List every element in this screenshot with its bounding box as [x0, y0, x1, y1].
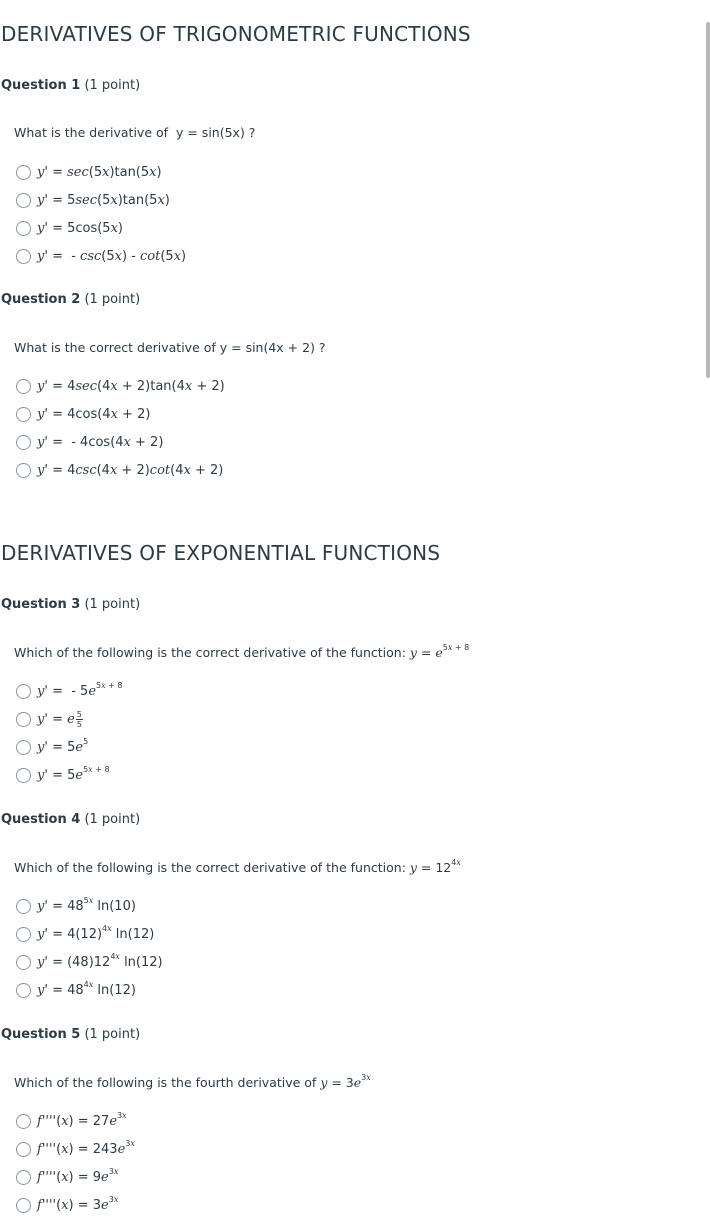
vertical-scrollbar[interactable]	[706, 22, 710, 378]
answer-text: $y' = 48^{4x}$ ln(12)	[37, 979, 136, 998]
answer-text: $y' = (48)12^{4x}$ ln(12)	[37, 951, 163, 970]
radio-button[interactable]	[16, 193, 31, 208]
q1-answer-1[interactable]	[16, 162, 162, 182]
answer-text: y' = 5sec(5x)tan(5x)	[37, 192, 170, 208]
answer-text: y' = 5cos(5x)	[37, 220, 123, 236]
radio-button[interactable]	[16, 1142, 31, 1157]
answer-text: y' = - 4cos(4x + 2)	[37, 434, 164, 450]
answer-text: y' = sec(5x)tan(5x)	[37, 164, 162, 180]
radio-button[interactable]	[16, 165, 31, 180]
q3-answer-1[interactable]	[16, 681, 123, 701]
answer-text: y' = 4cos(4x + 2)	[37, 406, 151, 422]
radio-button[interactable]	[16, 712, 31, 727]
q2-answer-4[interactable]	[16, 460, 223, 480]
answer-text: $f''''(x) = 9e^{3x}$	[37, 1166, 119, 1185]
q5-answer-1[interactable]	[16, 1111, 127, 1131]
question-2-header	[1, 292, 140, 307]
radio-button[interactable]	[16, 740, 31, 755]
section-title-trig: DERIVATIVES OF TRIGONOMETRIC FUNCTIONS	[1, 22, 471, 46]
question-1-prompt: What is the derivative of y = sin(5x) ?	[14, 125, 256, 140]
question-label: Question 4	[1, 812, 81, 827]
answer-text: $y' = 48^{5x}$ ln(10)	[37, 895, 136, 914]
q2-answer-3[interactable]	[16, 432, 163, 452]
q5-answer-3[interactable]	[16, 1167, 118, 1187]
answer-text: $y' = 5e^5$	[37, 736, 89, 755]
q1-answer-2[interactable]	[16, 190, 170, 210]
answer-text: y' = - csc(5x) - cot(5x)	[37, 248, 187, 264]
question-1-header	[1, 78, 140, 93]
question-4-header	[1, 812, 140, 827]
q5-answer-2[interactable]	[16, 1139, 135, 1159]
radio-button[interactable]	[16, 1114, 31, 1129]
answer-text: y' = - $5e^{5x + 8}$	[37, 680, 123, 699]
answer-text: $f''''(x) = 27e^{3x}$	[37, 1110, 127, 1129]
q4-answer-4[interactable]	[16, 980, 136, 1000]
question-points: (1 point)	[84, 1027, 141, 1042]
question-label: Question 1	[1, 78, 81, 93]
radio-button[interactable]	[16, 768, 31, 783]
radio-button[interactable]	[16, 407, 31, 422]
answer-text: y' = 4csc(4x + 2)cot(4x + 2)	[37, 462, 224, 478]
radio-button[interactable]	[16, 379, 31, 394]
question-5-prompt: Which of the following is the fourth derivative of $y = 3e^{3x}$	[14, 1073, 371, 1090]
question-5-header	[1, 1027, 140, 1042]
answer-text: $f''''(x) = 3e^{3x}$	[37, 1194, 119, 1213]
radio-button[interactable]	[16, 899, 31, 914]
radio-button[interactable]	[16, 955, 31, 970]
q2-answer-2[interactable]	[16, 404, 150, 424]
question-points: (1 point)	[84, 597, 141, 612]
radio-button[interactable]	[16, 684, 31, 699]
q4-answer-3[interactable]	[16, 952, 163, 972]
radio-button[interactable]	[16, 435, 31, 450]
q2-answer-1[interactable]	[16, 376, 225, 396]
radio-button[interactable]	[16, 221, 31, 236]
radio-button[interactable]	[16, 249, 31, 264]
radio-button[interactable]	[16, 927, 31, 942]
radio-button[interactable]	[16, 463, 31, 478]
radio-button[interactable]	[16, 1170, 31, 1185]
question-label: Question 5	[1, 1027, 81, 1042]
question-3-header	[1, 597, 140, 612]
q1-answer-3[interactable]	[16, 218, 123, 238]
question-label: Question 2	[1, 292, 81, 307]
q3-answer-4[interactable]	[16, 765, 110, 785]
question-3-prompt: Which of the following is the correct derivative of the function: $y = e^{5x + 8}$	[14, 643, 470, 660]
question-2-prompt: What is the correct derivative of y = sin(4x + 2) ?	[14, 340, 326, 355]
q3-answer-3[interactable]	[16, 737, 88, 757]
q4-answer-2[interactable]	[16, 924, 154, 944]
question-4-prompt: Which of the following is the correct derivative of the function: $y = 12^{4x}$	[14, 858, 461, 875]
answer-text: $f''''(x) = 243e^{3x}$	[37, 1138, 135, 1157]
q1-answer-4[interactable]	[16, 246, 186, 266]
section-title-exponential: DERIVATIVES OF EXPONENTIAL FUNCTIONS	[1, 541, 441, 565]
answer-text: y' = e $\frac{5}{5}$	[37, 709, 82, 729]
question-points: (1 point)	[84, 292, 141, 307]
q3-answer-2[interactable]	[16, 709, 83, 729]
q5-answer-4[interactable]	[16, 1195, 118, 1215]
answer-text: $y' = 4(12)^{4x}$ ln(12)	[37, 923, 155, 942]
q4-answer-1[interactable]	[16, 896, 136, 916]
question-label: Question 3	[1, 597, 81, 612]
radio-button[interactable]	[16, 1198, 31, 1213]
answer-text: $y' = 5e^{5x + 8}$	[37, 764, 110, 783]
answer-text: y' = 4sec(4x + 2)tan(4x + 2)	[37, 378, 225, 394]
question-points: (1 point)	[84, 78, 141, 93]
question-points: (1 point)	[84, 812, 141, 827]
radio-button[interactable]	[16, 983, 31, 998]
